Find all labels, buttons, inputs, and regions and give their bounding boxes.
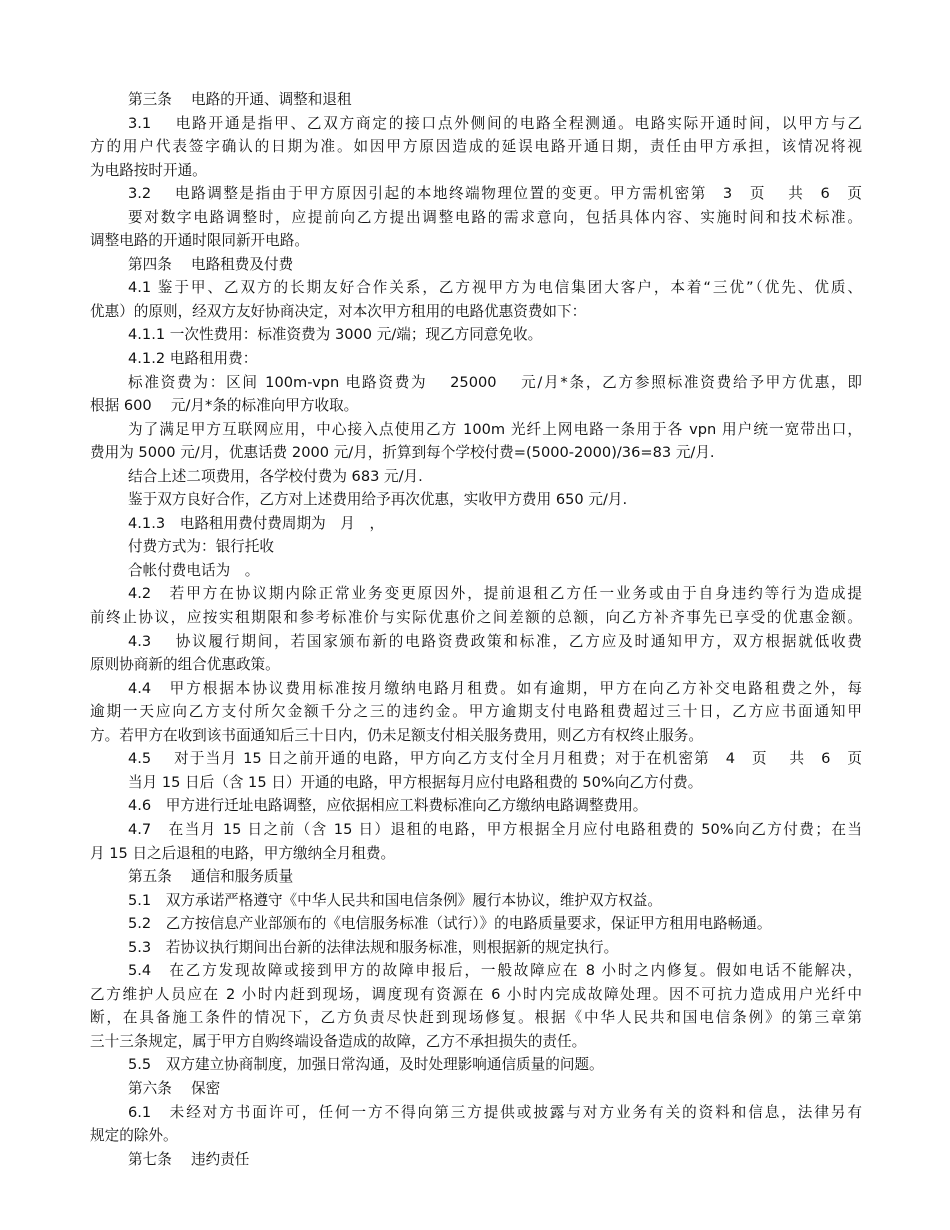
text-line: 断，在具备施工条件的情况下，乙方负责尽快赶到现场修复。根据《中华人民共和国电信条例》的第三章第 <box>90 1009 862 1027</box>
text-line: 4.6 甲方进行迁址电路调整，应依据相应工料费标准向乙方缴纳电路调整费用。 <box>128 797 648 815</box>
text-line: 4.1.1 一次性费用：标准资费为 3000 元/端；现乙方同意免收。 <box>128 326 543 344</box>
text-line: 当月 15 日后（含 15 日）开通的电路，甲方根据每月应付电路租费的 50%向乙方付费。 <box>128 773 703 791</box>
text-line: 乙方维护人员应在 2 小时内赶到现场，调度现有资源在 6 小时内完成故障处理。因不可抗力造成用户光纤中 <box>90 985 862 1003</box>
text-line: 为了满足甲方互联网应用，中心接入点使用乙方 100m 光纤上网电路一条用于各 vpn 用户统一宽带出口， <box>128 420 862 438</box>
text-line: 4.7 在当月 15 日之前（含 15 日）退租的电路，甲方根据全月应付电路租费的 50%向乙方付费；在当 <box>128 820 862 838</box>
text-line: 三十三条规定，属于甲方自购终端设备造成的故障，乙方不承担损失的责任。 <box>90 1032 587 1050</box>
text-line: 5.5 双方建立协商制度，加强日常沟通，及时处理影响通信质量的问题。 <box>128 1056 604 1074</box>
text-line: 5.2 乙方按信息产业部颁布的《电信服务标准（试行）》的电路质量要求，保证甲方租用电路畅通。 <box>128 915 772 933</box>
text-line: 规定的除外。 <box>90 1127 178 1145</box>
text-line: 付费方式为：银行托收 <box>128 538 274 556</box>
text-line: 为电路按时开通。 <box>90 161 207 179</box>
text-line: 月 15 日之后退租的电路，甲方缴纳全月租费。 <box>90 844 396 862</box>
text-line: 4.5 对于当月 15 日之前开通的电路，甲方向乙方支付全月月租费；对于在机密第 4 页 共 6 页 <box>128 750 862 768</box>
text-line: 根据 600 元/月*条的标准向甲方收取。 <box>90 397 359 415</box>
text-line: 4.1 鉴于甲、乙双方的长期友好合作关系，乙方视甲方为电信集团大客户，本着“三优”（优先、优质、 <box>128 279 862 297</box>
text-line: 4.4 甲方根据本协议费用标准按月缴纳电路月租费。如有逾期，甲方在向乙方补交电路租费之外，每 <box>128 679 862 697</box>
text-line: 5.4 在乙方发现故障或接到甲方的故障申报后，一般故障应在 8 小时之内修复。假如电话不能解决， <box>128 962 862 980</box>
text-line: 鉴于双方良好合作，乙方对上述费用给予再次优惠，实收甲方费用 650 元/月. <box>128 491 628 509</box>
text-line: 4.1.3 电路租用费付费周期为 月 ， <box>128 514 385 532</box>
text-line: 第六条 保密 <box>128 1079 221 1097</box>
text-line: 第五条 通信和服务质量 <box>128 868 294 886</box>
text-line: 4.1.2 电路租用费： <box>128 350 258 368</box>
text-line: 方的用户代表签字确认的日期为准。如因甲方原因造成的延误电路开通日期，责任由甲方承担，该情况将视 <box>90 138 862 156</box>
text-line: 优惠）的原则，经双方友好协商决定，对本次甲方租用的电路优惠资费如下： <box>90 302 587 320</box>
text-line: 6.1 未经对方书面许可，任何一方不得向第三方提供或披露与对方业务有关的资料和信息，法律另有 <box>128 1103 862 1121</box>
text-line: 原则协商新的组合优惠政策。 <box>90 656 280 674</box>
text-line: 3.1 电路开通是指甲、乙双方商定的接口点外侧间的电路全程测通。电路实际开通时间，以甲方与乙 <box>128 114 862 132</box>
text-line: 结合上述二项费用，各学校付费为 683 元/月. <box>128 467 423 485</box>
text-line: 第七条 违约责任 <box>128 1150 250 1168</box>
text-line: 5.1 双方承诺严格遵守《中华人民共和国电信条例》履行本协议，维护双方权益。 <box>128 891 662 909</box>
text-line: 4.3 协议履行期间，若国家颁布新的电路资费政策和标准，乙方应及时通知甲方，双方根据就低收费 <box>128 632 862 650</box>
text-line: 4.2 若甲方在协议期内除正常业务变更原因外，提前退租乙方任一业务或由于自身违约等行为造成提 <box>128 585 862 603</box>
text-line: 费用为 5000 元/月，优惠话费 2000 元/月，折算到每个学校付费=(5000-2000)/36=83 元/月. <box>90 444 715 462</box>
text-line: 逾期一天应向乙方支付所欠金额千分之三的违约金。甲方逾期支付电路租费超过三十日，乙方应书面通知甲 <box>90 703 862 721</box>
text-line: 5.3 若协议执行期间出台新的法律法规和服务标准，则根据新的规定执行。 <box>128 938 619 956</box>
text-line: 第三条 电路的开通、调整和退租 <box>128 91 352 108</box>
text-line: 调整电路的开通时限同新开电路。 <box>90 232 309 250</box>
text-line: 标准资费为：区间 100m-vpn 电路资费为 25000 元/月*条，乙方参照标准资费给予甲方优惠，即 <box>128 373 862 391</box>
text-line: 合帐付费电话为 。 <box>128 561 260 579</box>
text-line: 3.2 电路调整是指由于甲方原因引起的本地终端物理位置的变更。甲方需机密第 3 页 共 6 页 <box>128 185 862 203</box>
text-line: 方。若甲方在收到该书面通知后三十日内，仍未足额支付相关服务费用，则乙方有权终止服务。 <box>90 726 703 744</box>
text-line: 要对数字电路调整时，应提前向乙方提出调整电路的需求意向，包括具体内容、实施时间和技术标准。 <box>128 208 862 226</box>
text-line: 第四条 电路租费及付费 <box>128 255 294 273</box>
text-line: 前终止协议，应按实租期限和参考标准价与实际优惠价之间差额的总额，向乙方补齐事先已享受的优惠金额。 <box>90 609 862 627</box>
